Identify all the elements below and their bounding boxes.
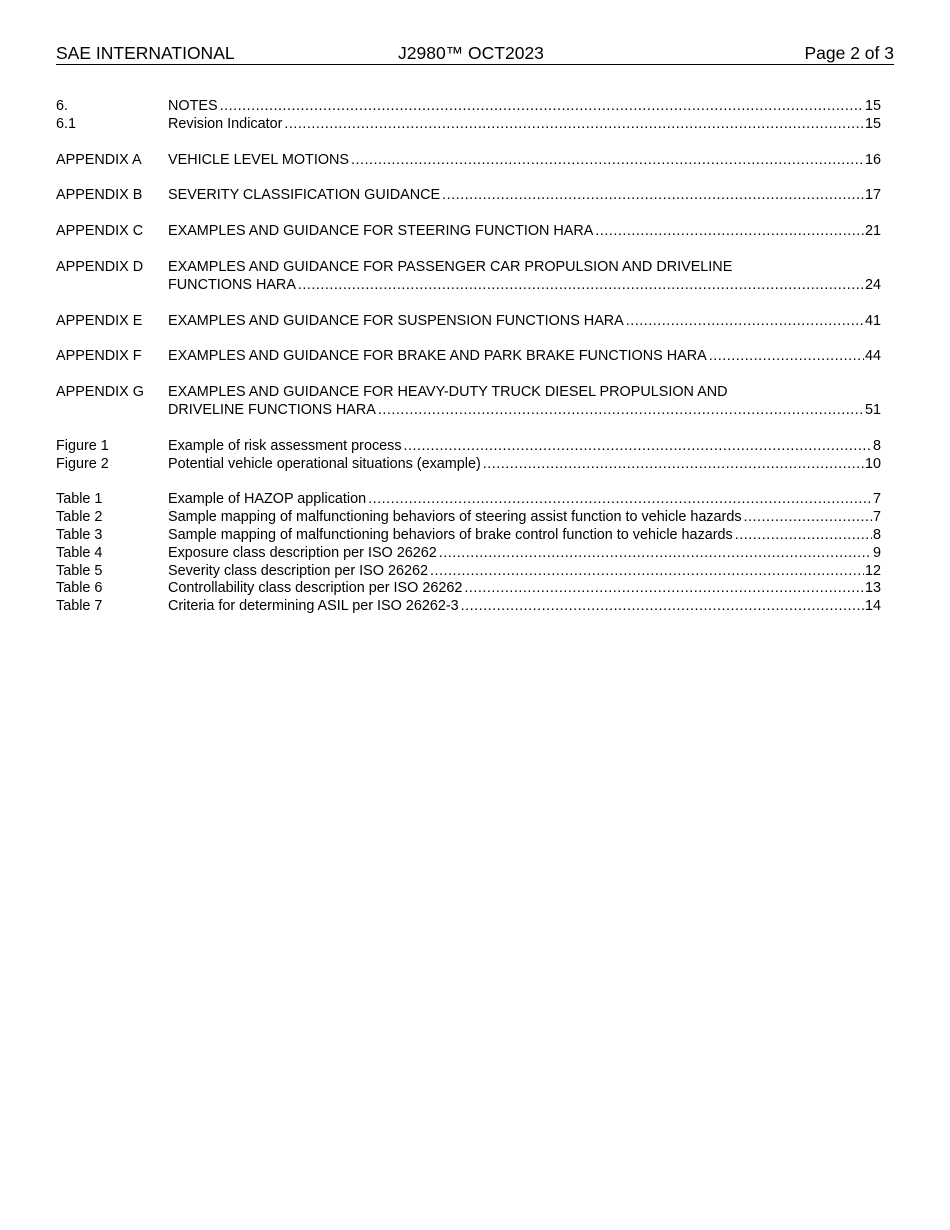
toc-table-entry[interactable] xyxy=(56,580,881,598)
toc-entry-title-line: EXAMPLES AND GUIDANCE FOR HEAVY-DUTY TRUCK DIESEL PROPULSION AND xyxy=(168,384,728,401)
toc-entry-number: Table 2 xyxy=(56,509,103,526)
toc-entry-number: 6.1 xyxy=(56,115,77,132)
toc-entry-line xyxy=(168,598,881,616)
toc-figure-entry[interactable] xyxy=(56,438,881,456)
toc-table-entry[interactable] xyxy=(56,527,881,545)
toc-figures xyxy=(56,438,881,474)
toc-entry-title: Revision Indicator xyxy=(168,115,283,132)
toc-entry-body xyxy=(168,348,881,366)
toc-entry-number: APPENDIX G xyxy=(56,384,144,401)
toc-appendix-entry[interactable] xyxy=(56,152,881,170)
toc-entry-title-line: EXAMPLES AND GUIDANCE FOR PASSENGER CAR PROPULSION AND DRIVELINE xyxy=(168,258,733,275)
toc-entry-line xyxy=(168,152,881,170)
toc-sections xyxy=(56,98,881,134)
toc-appendix-entry[interactable] xyxy=(56,384,881,420)
toc-entry-body xyxy=(168,223,881,241)
toc-table-entry[interactable] xyxy=(56,509,881,527)
toc-appendix-entry[interactable] xyxy=(56,187,881,205)
toc-table-entry[interactable] xyxy=(56,545,881,563)
toc-appendix-entry[interactable] xyxy=(56,348,881,366)
toc-entry-title: SEVERITY CLASSIFICATION GUIDANCE xyxy=(168,187,441,204)
toc-entry-line xyxy=(168,98,881,116)
toc-entry-page: 15 xyxy=(864,98,881,114)
toc-entry-page: 7 xyxy=(872,491,881,508)
toc-entry-number: Figure 1 xyxy=(56,437,109,454)
toc-entry-page: 16 xyxy=(864,151,881,168)
toc-appendix-entry[interactable] xyxy=(56,259,881,295)
toc-entry-body xyxy=(168,98,881,116)
toc-entry-line xyxy=(168,277,881,295)
page-header xyxy=(56,42,894,65)
toc-entry-page: 17 xyxy=(864,187,881,204)
toc-entry-body xyxy=(168,580,881,598)
toc-entry-title: Sample mapping of malfunctioning behaviors of brake control function to vehicle hazards xyxy=(168,526,733,543)
dot-leader xyxy=(378,402,864,420)
dot-leader xyxy=(442,187,864,205)
toc-table-entry[interactable] xyxy=(56,598,881,616)
toc-entry-body xyxy=(168,598,881,616)
toc-entry-title: Severity class description per ISO 26262 xyxy=(168,562,428,579)
toc-entry-line xyxy=(168,348,881,366)
toc-entry-body xyxy=(168,545,881,563)
toc-entry-title: EXAMPLES AND GUIDANCE FOR SUSPENSION FUNCTIONS HARA xyxy=(168,312,624,329)
toc-entry-title: EXAMPLES AND GUIDANCE FOR STEERING FUNCTION HARA xyxy=(168,223,594,240)
toc-table-entry[interactable] xyxy=(56,491,881,509)
dot-leader xyxy=(404,438,872,456)
table-of-contents xyxy=(56,98,881,616)
toc-entry-body xyxy=(168,563,881,581)
toc-entry-body xyxy=(168,438,881,456)
toc-entry-number: APPENDIX C xyxy=(56,223,144,240)
dot-leader xyxy=(744,509,872,527)
toc-entry-number: Table 6 xyxy=(56,580,103,597)
toc-table-entry[interactable] xyxy=(56,563,881,581)
dot-leader xyxy=(464,580,864,598)
toc-entry-line xyxy=(168,438,881,456)
toc-entry-title: FUNCTIONS HARA xyxy=(168,276,296,293)
toc-entry-title: DRIVELINE FUNCTIONS HARA xyxy=(168,401,376,418)
dot-leader xyxy=(351,152,864,170)
toc-entry-page: 15 xyxy=(864,115,881,132)
toc-entry-body xyxy=(168,456,881,474)
dot-leader xyxy=(709,348,864,366)
toc-entry-title: Example of risk assessment process xyxy=(168,437,402,454)
dot-leader xyxy=(439,545,872,563)
toc-entry-number: APPENDIX E xyxy=(56,312,143,329)
toc-entry-line xyxy=(168,509,881,527)
toc-tables xyxy=(56,491,881,616)
toc-entry-body xyxy=(168,116,881,134)
toc-entry-page: 21 xyxy=(864,223,881,240)
toc-entry-title: EXAMPLES AND GUIDANCE FOR BRAKE AND PARK BRAKE FUNCTIONS HARA xyxy=(168,348,707,365)
toc-entry-number: APPENDIX B xyxy=(56,187,143,204)
toc-entry-body xyxy=(168,259,881,295)
toc-entry-body xyxy=(168,384,881,420)
toc-entry-number: Table 3 xyxy=(56,526,103,543)
dot-leader xyxy=(430,563,864,581)
header-document-id: J2980™ OCT2023 xyxy=(398,43,544,63)
dot-leader xyxy=(298,277,864,295)
toc-entry-page: 14 xyxy=(864,598,881,615)
toc-entry-number: Table 5 xyxy=(56,562,103,579)
toc-entry-body xyxy=(168,152,881,170)
toc-entry-page: 24 xyxy=(864,276,881,293)
toc-entry-page: 51 xyxy=(864,401,881,418)
dot-leader xyxy=(220,98,864,116)
toc-figure-entry[interactable] xyxy=(56,456,881,474)
toc-entry-body xyxy=(168,491,881,509)
toc-entry-number: Table 1 xyxy=(56,491,103,508)
toc-entry-line xyxy=(168,187,881,205)
header-page-label: Page 2 of 3 xyxy=(804,43,894,63)
toc-entry-line xyxy=(168,402,881,420)
toc-entry-page: 7 xyxy=(872,509,881,526)
toc-entry-title: Example of HAZOP application xyxy=(168,491,367,508)
toc-entry-title: Controllability class description per ISO 26262 xyxy=(168,580,463,597)
toc-appendix-entry[interactable] xyxy=(56,313,881,331)
toc-entry-line xyxy=(168,545,881,563)
toc-entry-body xyxy=(168,187,881,205)
dot-leader xyxy=(461,598,864,616)
toc-entry-body xyxy=(168,313,881,331)
toc-entry-title: Exposure class description per ISO 26262 xyxy=(168,544,437,561)
header-organization: SAE INTERNATIONAL xyxy=(56,43,235,63)
dot-leader xyxy=(368,491,872,509)
toc-entry-page: 9 xyxy=(872,544,881,561)
toc-entry-title: NOTES xyxy=(168,98,218,114)
toc-entry-page: 13 xyxy=(864,580,881,597)
toc-entry-number: APPENDIX F xyxy=(56,348,142,365)
toc-entry-title: Sample mapping of malfunctioning behaviors of steering assist function to vehicle hazards xyxy=(168,509,742,526)
toc-entry-page: 10 xyxy=(864,455,881,472)
dot-leader xyxy=(284,116,864,134)
toc-entry-title: Potential vehicle operational situations (example) xyxy=(168,455,481,472)
toc-entry-line xyxy=(168,456,881,474)
document-page xyxy=(56,42,894,615)
dot-leader xyxy=(735,527,872,545)
toc-entry-page: 44 xyxy=(864,348,881,365)
toc-entry-line xyxy=(168,491,881,509)
toc-entry-line xyxy=(168,223,881,241)
toc-section-entry[interactable] xyxy=(56,116,881,134)
toc-appendix-entry[interactable] xyxy=(56,223,881,241)
toc-entry-page: 8 xyxy=(872,437,881,454)
toc-entry-page: 41 xyxy=(864,312,881,329)
toc-appendices xyxy=(56,152,881,420)
toc-entry-line xyxy=(168,527,881,545)
toc-entry-title: Criteria for determining ASIL per ISO 26262-3 xyxy=(168,598,459,615)
dot-leader xyxy=(626,313,864,331)
toc-entry-line xyxy=(168,580,881,598)
toc-entry-number: Table 4 xyxy=(56,544,103,561)
dot-leader xyxy=(595,223,864,241)
toc-entry-page: 12 xyxy=(864,562,881,579)
toc-entry-page: 8 xyxy=(872,526,881,543)
dot-leader xyxy=(483,456,864,474)
toc-entry-number: 6. xyxy=(56,98,69,114)
toc-entry-number: APPENDIX A xyxy=(56,151,142,168)
toc-entry-line xyxy=(168,116,881,134)
toc-entry-number: APPENDIX D xyxy=(56,258,144,275)
toc-entry-body xyxy=(168,509,881,527)
toc-section-entry[interactable] xyxy=(56,98,881,116)
toc-entry-number: Table 7 xyxy=(56,598,103,615)
toc-entry-number: Figure 2 xyxy=(56,455,109,472)
toc-entry-line xyxy=(168,563,881,581)
toc-entry-body xyxy=(168,527,881,545)
toc-entry-line xyxy=(168,313,881,331)
toc-entry-title: VEHICLE LEVEL MOTIONS xyxy=(168,151,349,168)
